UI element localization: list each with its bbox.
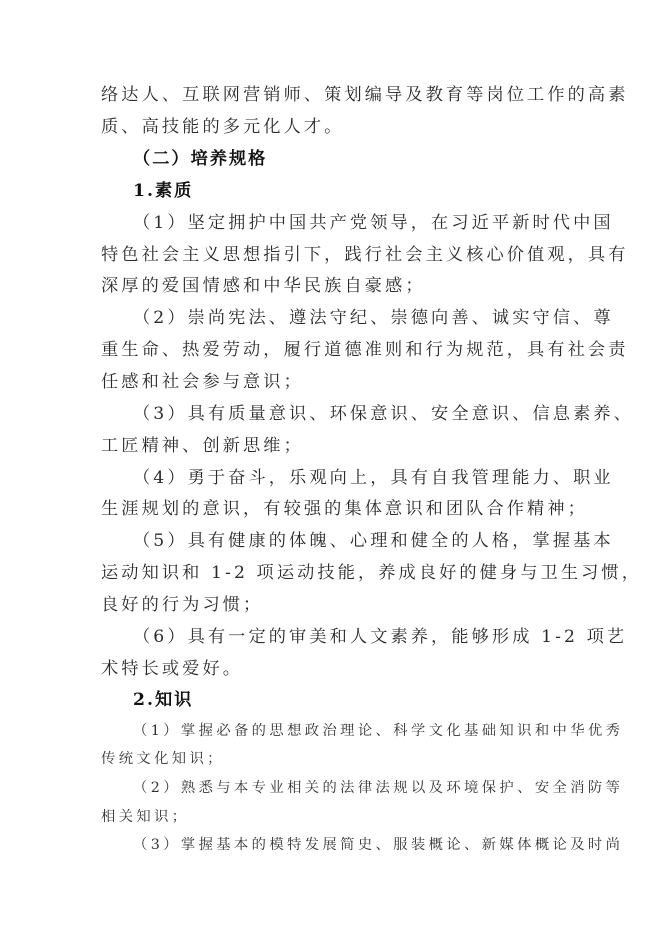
subsection-heading-knowledge: 2.知识 <box>133 690 194 710</box>
paragraph-line: （3）掌握基本的模特发展简史、服装概论、新媒体概论及时尚 <box>133 837 624 853</box>
paragraph-line: （4）勇于奋斗，乐观向上，具有自我管理能力、职业 <box>133 468 614 488</box>
paragraph-line: （2）崇尚宪法、遵法守纪、崇德向善、诚实守信、尊 <box>133 308 614 328</box>
paragraph-line: （2）熟悉与本专业相关的法律法规以及环境保护、安全消防等 <box>133 780 624 796</box>
paragraph-line: 深厚的爱国情感和中华民族自豪感； <box>101 276 426 296</box>
paragraph-line: （1）坚定拥护中国共产党领导，在习近平新时代中国 <box>133 213 614 233</box>
paragraph-line: 重生命、热爱劳动，履行道德准则和行为规范，具有社会责 <box>101 340 629 360</box>
paragraph-line: 相关知识； <box>101 809 190 825</box>
paragraph-line: 络达人、互联网营销师、策划编导及教育等岗位工作的高素 <box>101 85 629 105</box>
paragraph-line: 传统文化知识； <box>101 751 225 767</box>
subsection-heading-quality: 1.素质 <box>133 181 194 201</box>
paragraph-line: 术特长或爱好。 <box>101 659 244 679</box>
paragraph-line: （3）具有质量意识、环保意识、安全意识、信息素养、 <box>133 404 634 424</box>
paragraph-line: 良好的行为习惯； <box>101 595 264 615</box>
paragraph-line: （5）具有健康的体魄、心理和健全的人格，掌握基本 <box>133 531 614 551</box>
paragraph-line: （6）具有一定的审美和人文素养，能够形成 1-2 项艺 <box>133 627 628 647</box>
paragraph-line: 任感和社会参与意识； <box>101 372 304 392</box>
paragraph-line: 生涯规划的意识，有较强的集体意识和团队合作精神； <box>101 499 588 519</box>
paragraph-line: 运动知识和 1-2 项运动技能，养成良好的健身与卫生习惯， <box>101 563 643 583</box>
paragraph-line: 特色社会主义思想指引下，践行社会主义核心价值观，具有 <box>101 245 629 265</box>
paragraph-line: 质、高技能的多元化人才。 <box>101 117 345 137</box>
section-heading: （二）培养规格 <box>133 149 268 169</box>
paragraph-line: （1）掌握必备的思想政治理论、科学文化基础知识和中华优秀 <box>133 723 624 739</box>
paragraph-line: 工匠精神、创新思维； <box>101 436 304 456</box>
